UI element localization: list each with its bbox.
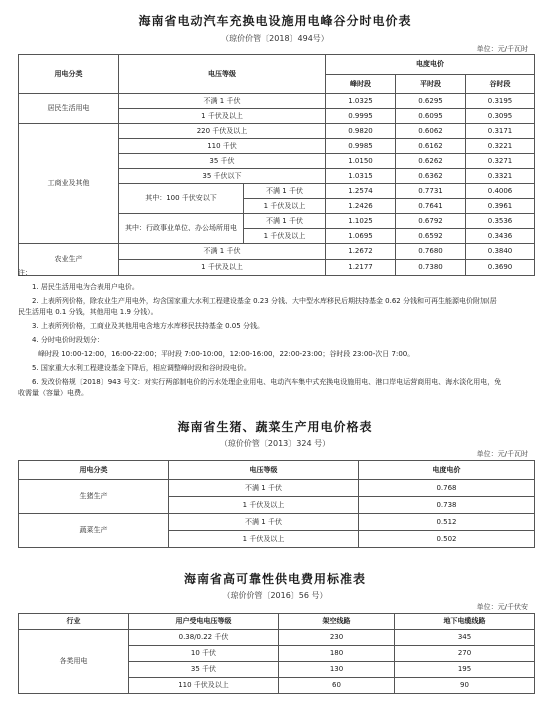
- peak-cell: 1.2672: [326, 244, 396, 260]
- valley-cell: 0.3095: [466, 109, 535, 124]
- table3-doc-number: （琼价价管〔2016〕56 号）: [222, 591, 328, 600]
- voltage-cell: 0.38/0.22 千伏: [129, 630, 279, 646]
- valley-cell: 0.3171: [466, 124, 535, 139]
- overhead-cell: 130: [279, 662, 395, 678]
- note-3: 3. 上表所列价格，工商业及其他用电含地方水库移民扶持基金 0.05 分钱。: [32, 322, 264, 330]
- flat-cell: 0.6792: [396, 214, 466, 229]
- header-category: 用电分类: [19, 55, 119, 94]
- voltage-cell: 110 千伏及以上: [129, 678, 279, 694]
- header-voltage: 电压等级: [119, 55, 326, 94]
- flat-cell: 0.6162: [396, 139, 466, 154]
- header-voltage: 用户受电电压等级: [129, 614, 279, 630]
- subgroup-cell: 其中：行政事业单位、办公场所用电: [119, 214, 244, 244]
- peak-cell: 0.9995: [326, 109, 396, 124]
- flat-cell: 0.7380: [396, 260, 466, 276]
- note-5: 5. 国家重大水利工程建设基金下降后，相应调整峰时段和谷时段电价。: [32, 364, 251, 372]
- note-2: 2. 上表所列价格，除农业生产用电外，均含国家重大水利工程建设基金 0.23 分钱、大中型水库移民后期扶持基金 0.62 分钱和可再生能源电价附加(居: [32, 297, 497, 305]
- flat-cell: 0.7641: [396, 199, 466, 214]
- category-cell: 工商业及其他: [19, 124, 119, 244]
- category-cell: 各类用电: [19, 630, 129, 694]
- table-row: [19, 480, 535, 497]
- notes-heading: 注：: [18, 269, 32, 277]
- table3-header-row: [19, 614, 535, 630]
- header-voltage: 电压等级: [169, 461, 359, 480]
- header-flat: 平时段: [396, 75, 466, 94]
- voltage-cell: 不满 1 千伏: [169, 514, 359, 531]
- category-cell: 农业生产: [19, 244, 119, 276]
- peak-cell: 1.2426: [326, 199, 396, 214]
- flat-cell: 0.6062: [396, 124, 466, 139]
- flat-cell: 0.6095: [396, 109, 466, 124]
- table-row: [19, 514, 535, 531]
- voltage-cell: 不满 1 千伏: [244, 184, 326, 199]
- peak-cell: 1.1025: [326, 214, 396, 229]
- valley-cell: 0.3195: [466, 94, 535, 109]
- peak-cell: 1.2574: [326, 184, 396, 199]
- note-1: 1. 居民生活用电为合表用户电价。: [32, 283, 139, 291]
- header-cable: 地下电缆线路: [395, 614, 535, 630]
- voltage-cell: 1 千伏及以上: [119, 109, 326, 124]
- cable-cell: 270: [395, 646, 535, 662]
- flat-cell: 0.6592: [396, 229, 466, 244]
- valley-cell: 0.3271: [466, 154, 535, 169]
- overhead-cell: 230: [279, 630, 395, 646]
- peak-cell: 0.9820: [326, 124, 396, 139]
- price-cell: 0.738: [359, 497, 535, 514]
- header-category: 用电分类: [19, 461, 169, 480]
- table2-unit: 单位：元/千瓦时: [476, 450, 528, 458]
- voltage-cell: 不满 1 千伏: [244, 214, 326, 229]
- table-row: [19, 94, 535, 109]
- header-valley: 谷时段: [466, 75, 535, 94]
- table3-title: 海南省高可靠性供电费用标准表: [183, 572, 366, 586]
- table-row: [19, 124, 535, 139]
- category-cell: 生猪生产: [19, 480, 169, 514]
- flat-cell: 0.6362: [396, 169, 466, 184]
- table-row: [19, 244, 535, 260]
- header-price: 电度电价: [326, 55, 535, 75]
- valley-cell: 0.3221: [466, 139, 535, 154]
- table1: [18, 54, 535, 276]
- table1-doc-number: （琼价价管〔2018〕494号）: [221, 34, 329, 43]
- table2-title: 海南省生猪、蔬菜生产用电价格表: [177, 420, 373, 434]
- table1-title: 海南省电动汽车充换电设施用电峰谷分时电价表: [138, 14, 412, 28]
- peak-cell: 0.9985: [326, 139, 396, 154]
- valley-cell: 0.3961: [466, 199, 535, 214]
- notes: [18, 268, 534, 399]
- voltage-cell: 1 千伏及以上: [119, 260, 326, 276]
- flat-cell: 0.7731: [396, 184, 466, 199]
- note-6-cont: 收需量（容量）电费。: [18, 389, 88, 397]
- category-cell: 蔬菜生产: [19, 514, 169, 548]
- flat-cell: 0.6262: [396, 154, 466, 169]
- flat-cell: 0.6295: [396, 94, 466, 109]
- peak-cell: 1.0325: [326, 94, 396, 109]
- header-industry: 行业: [19, 614, 129, 630]
- header-peak: 峰时段: [326, 75, 396, 94]
- category-cell: 居民生活用电: [19, 94, 119, 124]
- cable-cell: 90: [395, 678, 535, 694]
- peak-cell: 1.0150: [326, 154, 396, 169]
- header-price: 电度电价: [359, 461, 535, 480]
- valley-cell: 0.3321: [466, 169, 535, 184]
- table2-header-row: [19, 461, 535, 480]
- overhead-cell: 180: [279, 646, 395, 662]
- valley-cell: 0.3840: [466, 244, 535, 260]
- cable-cell: 345: [395, 630, 535, 646]
- header-overhead: 架空线路: [279, 614, 395, 630]
- valley-cell: 0.3536: [466, 214, 535, 229]
- table2-doc-number: （琼价价管〔2013〕324 号）: [219, 439, 331, 448]
- voltage-cell: 35 千伏以下: [119, 169, 326, 184]
- voltage-cell: 1 千伏及以上: [244, 199, 326, 214]
- table3-unit: 单位：元/千伏安: [476, 603, 528, 611]
- voltage-cell: 不满 1 千伏: [119, 94, 326, 109]
- overhead-cell: 60: [279, 678, 395, 694]
- table-row: [19, 630, 535, 646]
- valley-cell: 0.3436: [466, 229, 535, 244]
- voltage-cell: 不满 1 千伏: [169, 480, 359, 497]
- voltage-cell: 1 千伏及以上: [244, 229, 326, 244]
- price-cell: 0.512: [359, 514, 535, 531]
- voltage-cell: 220 千伏及以上: [119, 124, 326, 139]
- note-4: 4. 分时电价时段划分：: [32, 336, 104, 344]
- note-2-cont: 民生活用电 0.1 分钱，其他用电 1.9 分钱）。: [18, 308, 158, 316]
- table1-header-row: [19, 55, 535, 75]
- voltage-cell: 10 千伏: [129, 646, 279, 662]
- voltage-cell: 1 千伏及以上: [169, 497, 359, 514]
- voltage-cell: 35 千伏: [119, 154, 326, 169]
- voltage-cell: 35 千伏: [129, 662, 279, 678]
- peak-cell: 1.0315: [326, 169, 396, 184]
- price-cell: 0.768: [359, 480, 535, 497]
- cable-cell: 195: [395, 662, 535, 678]
- peak-cell: 1.0695: [326, 229, 396, 244]
- peak-cell: 1.2177: [326, 260, 396, 276]
- voltage-cell: 110 千伏: [119, 139, 326, 154]
- note-4-periods: 峰时段 10:00-12:00，16:00-22:00；平时段 7:00-10:00，12:00-16:00，22:00-23:00；谷时段 23:00-次日 7:00。: [38, 350, 415, 358]
- voltage-cell: 1 千伏及以上: [169, 531, 359, 548]
- valley-cell: 0.3690: [466, 260, 535, 276]
- subgroup-cell: 其中：100 千伏安以下: [119, 184, 244, 214]
- voltage-cell: 不满 1 千伏: [119, 244, 326, 260]
- valley-cell: 0.4006: [466, 184, 535, 199]
- note-6: 6. 发改价格规〔2018〕943 号文：对实行两部制电价的污水处理企业用电、电动汽车集中式充换电设施用电、港口岸电运营商用电、海水淡化用电，免: [32, 378, 502, 386]
- table3: [18, 613, 535, 694]
- table2: [18, 460, 535, 548]
- flat-cell: 0.7680: [396, 244, 466, 260]
- price-cell: 0.502: [359, 531, 535, 548]
- table1-unit: 单位：元/千瓦时: [476, 45, 528, 53]
